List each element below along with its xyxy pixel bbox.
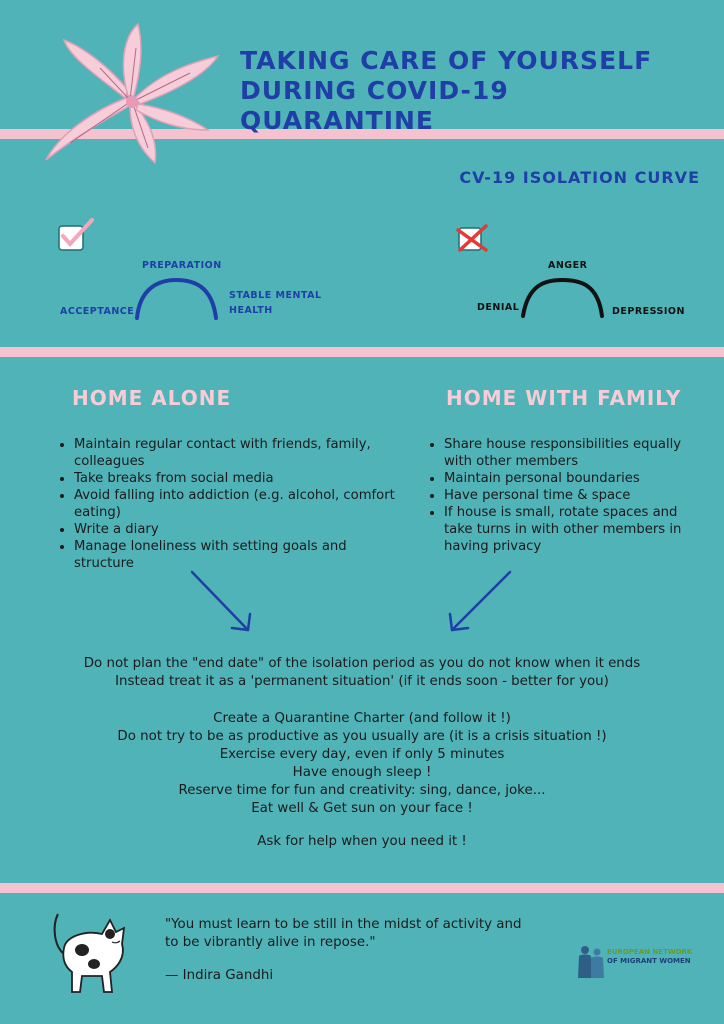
page-title — [240, 46, 710, 136]
stage-stable-mental-health — [229, 288, 322, 318]
advice-line-1: Do not plan the "end date" of the isolation period as you do not know when it ends — [83, 656, 641, 671]
advice-intro — [20, 655, 704, 691]
list-item: • Share house responsibilities equally with other members — [444, 436, 696, 470]
advice-tips — [20, 710, 704, 818]
lily-flower-icon — [40, 18, 230, 168]
list-item: • Manage loneliness with setting goals and structure — [74, 538, 403, 572]
tip-item: Reserve time for fun and creativity: sing, dance, joke... — [178, 783, 546, 798]
list-item: • Avoid falling into addiction (e.g. alcohol, comfort eating) — [74, 487, 403, 521]
title-line-1: TAKING CARE OF YOURSELF — [240, 46, 653, 75]
advice-closing: Ask for help when you need it ! — [257, 834, 467, 849]
middle-stripe — [0, 347, 724, 357]
quote-line-2: to be vibrantly alive in repose." — [165, 935, 376, 950]
tip-item: Have enough sleep ! — [292, 765, 432, 780]
org-line-1: EUROPEAN NETWORK — [607, 948, 693, 956]
organization-name — [607, 948, 697, 966]
women-silhouette-logo-icon — [576, 944, 606, 980]
list-item: • If house is small, rotate spaces and take turns in with other members in having privacy — [444, 504, 696, 555]
stage-anger: ANGER — [548, 260, 588, 271]
good-curve-arc — [132, 272, 222, 322]
quote-line-1: "You must learn to be still in the midst of activity and — [165, 917, 522, 932]
tip-item: Eat well & Get sun on your face ! — [251, 801, 473, 816]
cat-icon — [46, 906, 132, 998]
title-line-2: DURING COVID-19 QUARANTINE — [240, 76, 509, 135]
tip-item: Exercise every day, even if only 5 minutes — [219, 747, 505, 762]
arrow-down-right-icon — [188, 568, 258, 638]
checkbox-checked-icon — [56, 218, 94, 252]
home-alone-list — [58, 436, 403, 572]
checkbox-crossed-icon — [456, 224, 492, 254]
stage-stable-mental-health-line2: HEALTH — [229, 305, 273, 316]
bad-curve-arc — [518, 272, 608, 322]
home-alone-title: HOME ALONE — [72, 386, 232, 410]
list-item: • Maintain personal boundaries — [444, 470, 696, 487]
home-family-title: HOME WITH FAMILY — [446, 386, 682, 410]
tip-item: Create a Quarantine Charter (and follow it !) — [213, 711, 511, 726]
advice-line-2: Instead treat it as a 'permanent situation' (if it ends soon - better for you) — [115, 674, 609, 689]
stage-depression: DEPRESSION — [612, 306, 685, 317]
stage-stable-mental-health-line1: STABLE MENTAL — [229, 290, 322, 301]
stage-preparation: PREPARATION — [142, 260, 222, 271]
tip-item: Do not try to be as productive as you usually are (it is a crisis situation !) — [117, 729, 607, 744]
list-item: • Have personal time & space — [444, 487, 696, 504]
bottom-stripe — [0, 883, 724, 893]
stage-acceptance: ACCEPTANCE — [60, 306, 135, 317]
list-item: • Maintain regular contact with friends, family, colleagues — [74, 436, 403, 470]
quote-author: — Indira Gandhi — [165, 968, 274, 983]
list-item: • Take breaks from social media — [74, 470, 403, 487]
quote-text — [165, 916, 565, 952]
list-item: • Write a diary — [74, 521, 403, 538]
isolation-curve-heading: CV-19 ISOLATION CURVE — [459, 168, 700, 187]
org-line-2: OF MIGRANT WOMEN — [607, 957, 691, 965]
home-family-list — [428, 436, 696, 555]
arrow-down-left-icon — [444, 568, 514, 638]
stage-denial: DENIAL — [477, 302, 520, 313]
